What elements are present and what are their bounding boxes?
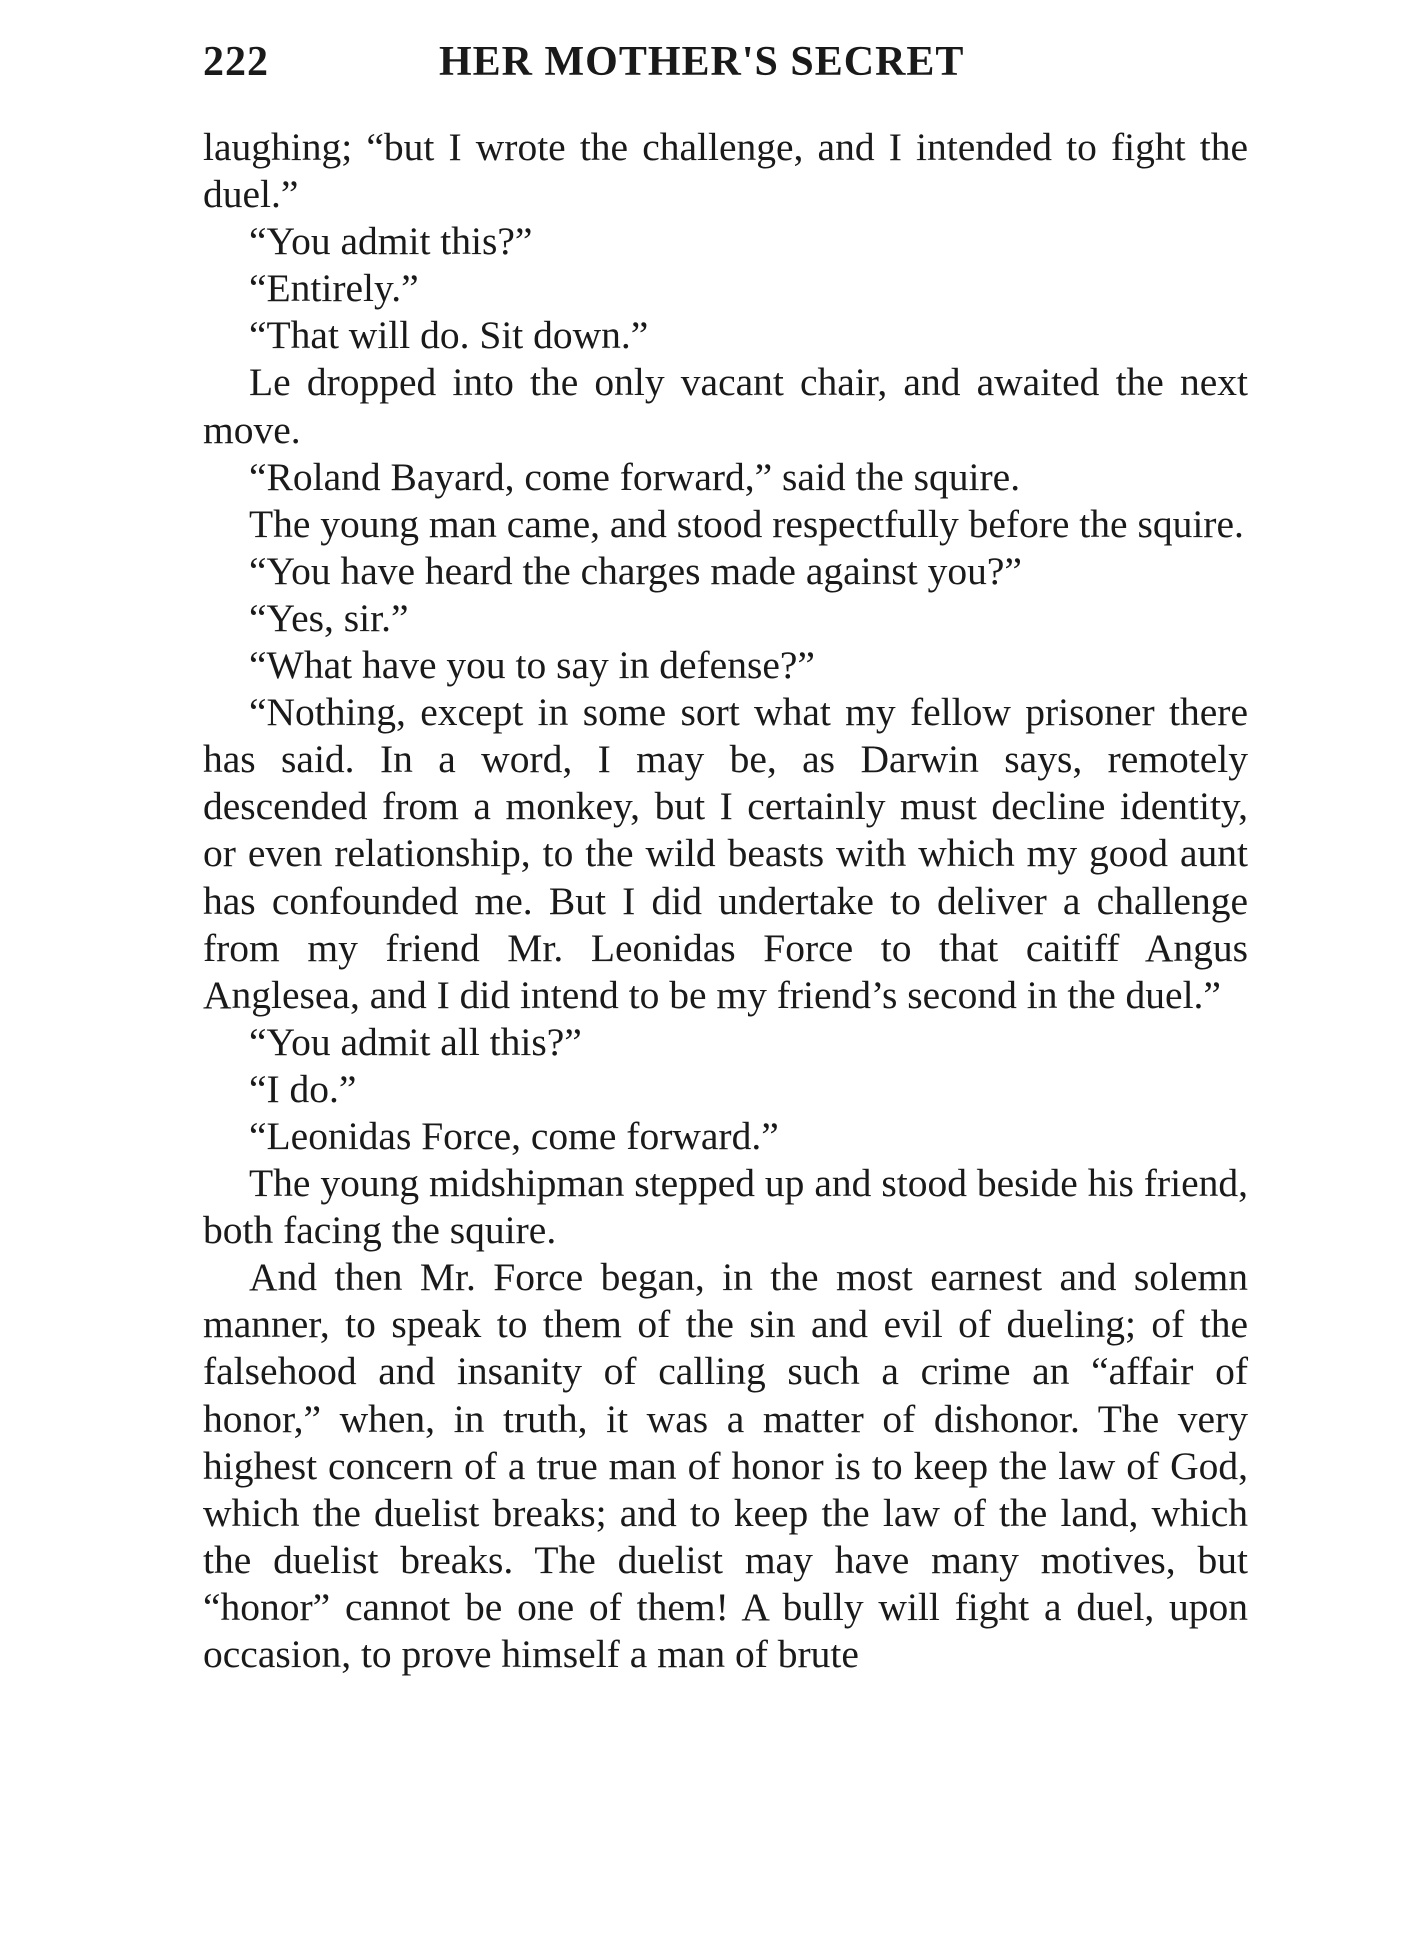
paragraph: “You have heard the charges made against you?” xyxy=(249,548,1022,593)
paragraph: The young midshipman stepped up and stood beside his friend, both facing the squire. xyxy=(203,1161,1248,1253)
running-head xyxy=(203,38,1248,98)
paragraph: “Nothing, except in some sort what my fellow prisoner there has said. In a word, I may be, as Darwin says, remotely descended from a monkey, but I certainly must decline identity, or even relationship, to the wild beasts with which my good aunt has confounded me. But I did undertake to deliver a challenge from my friend Mr. Leonidas Force to that caitiff Angus Anglesea, and I did intend to be my friend’s second in the duel.” xyxy=(203,690,1248,1017)
page-number: 222 xyxy=(203,39,269,85)
paragraph: And then Mr. Force began, in the most earnest and solemn manner, to speak to them of the sin and evil of dueling; of the falsehood and insanity of calling such a crime an “affair of honor,” when, in truth, it was a matter of dishonor. The very highest concern of a true man of honor is to keep the law of God, which the duelist breaks; and to keep the law of the land, which the duelist breaks. The duelist may have many motives, but “honor” cannot be one of them! A bully will fight a duel, upon occasion, to prove himself a man of brute xyxy=(203,1255,1248,1676)
paragraph: “Roland Bayard, come forward,” said the squire. xyxy=(249,454,1021,499)
paragraph: laughing; “but I wrote the challenge, and I intended to fight the duel.” xyxy=(203,125,1248,217)
paragraph: “You admit all this?” xyxy=(249,1019,582,1064)
paragraph: Le dropped into the only vacant chair, and awaited the next move. xyxy=(203,360,1248,452)
paragraph: “That will do. Sit down.” xyxy=(249,313,649,358)
paragraph: “You admit this?” xyxy=(249,219,533,264)
paragraph: “I do.” xyxy=(249,1066,357,1111)
paragraph: “Entirely.” xyxy=(249,266,419,311)
paragraph: The young man came, and stood respectfully before the squire. xyxy=(249,501,1244,546)
paragraph: “Leonidas Force, come forward.” xyxy=(249,1113,779,1158)
body-text xyxy=(203,124,1248,1678)
running-title: HER MOTHER'S SECRET xyxy=(439,39,965,85)
paragraph: “What have you to say in defense?” xyxy=(249,643,815,688)
paragraph: “Yes, sir.” xyxy=(249,595,409,640)
